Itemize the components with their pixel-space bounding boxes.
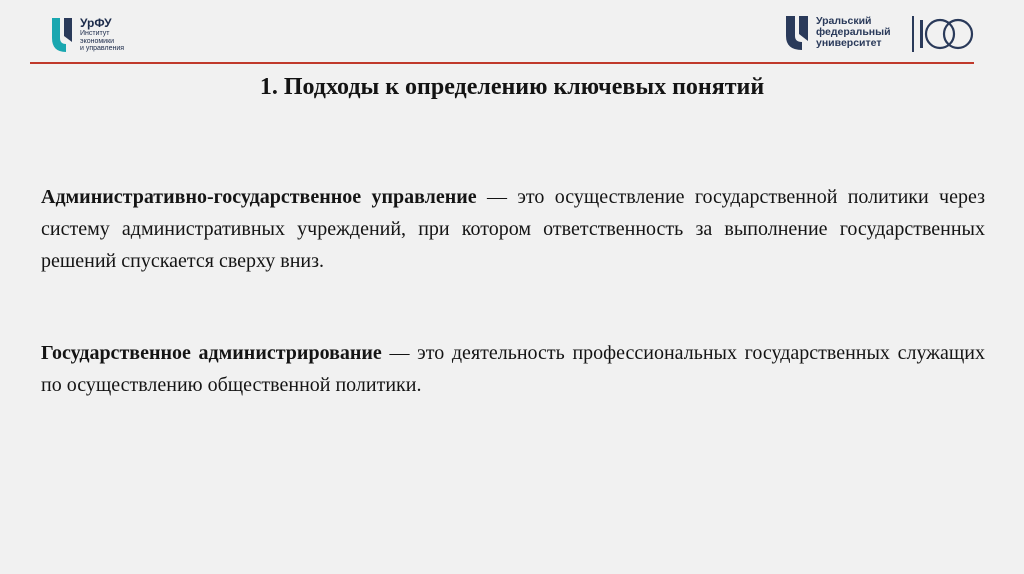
urfu-university-logo bbox=[784, 14, 984, 56]
urfu-u-icon bbox=[784, 14, 812, 52]
logo-subtitle-line: экономики bbox=[80, 37, 115, 45]
logo-subtitle-line: и управления bbox=[80, 45, 125, 52]
university-name-line: Уральский bbox=[816, 15, 872, 27]
logo-subtitle-line: Институт bbox=[80, 30, 110, 37]
university-name-line: университет bbox=[816, 37, 882, 49]
logo-subtitle bbox=[80, 30, 150, 53]
urfu-iem-logo bbox=[50, 16, 150, 58]
definition-text: — это осуществление государственной политики через систему административных учреждений, при котором ответственность за выполнение государственных решений спускается сверху вниз. bbox=[41, 186, 985, 272]
university-name bbox=[816, 16, 891, 49]
urfu-u-icon bbox=[50, 16, 76, 54]
slide-title: 1. Подходы к определению ключевых понятий bbox=[259, 74, 765, 100]
university-name-line: федеральный bbox=[816, 26, 891, 38]
definition-text: — это деятельность профессиональных государственных служащих по осуществлению общественной политики. bbox=[41, 342, 985, 396]
logo-name: УрФУ bbox=[80, 16, 112, 30]
definition-paragraph bbox=[41, 337, 985, 401]
centenary-emblem-icon bbox=[918, 14, 974, 54]
definition-paragraph bbox=[41, 181, 985, 277]
definition-term: Административно-государственное управление bbox=[41, 186, 477, 208]
logo-divider bbox=[912, 16, 914, 52]
header-divider bbox=[30, 62, 974, 64]
definition-term: Государственное администрирование bbox=[41, 342, 382, 364]
